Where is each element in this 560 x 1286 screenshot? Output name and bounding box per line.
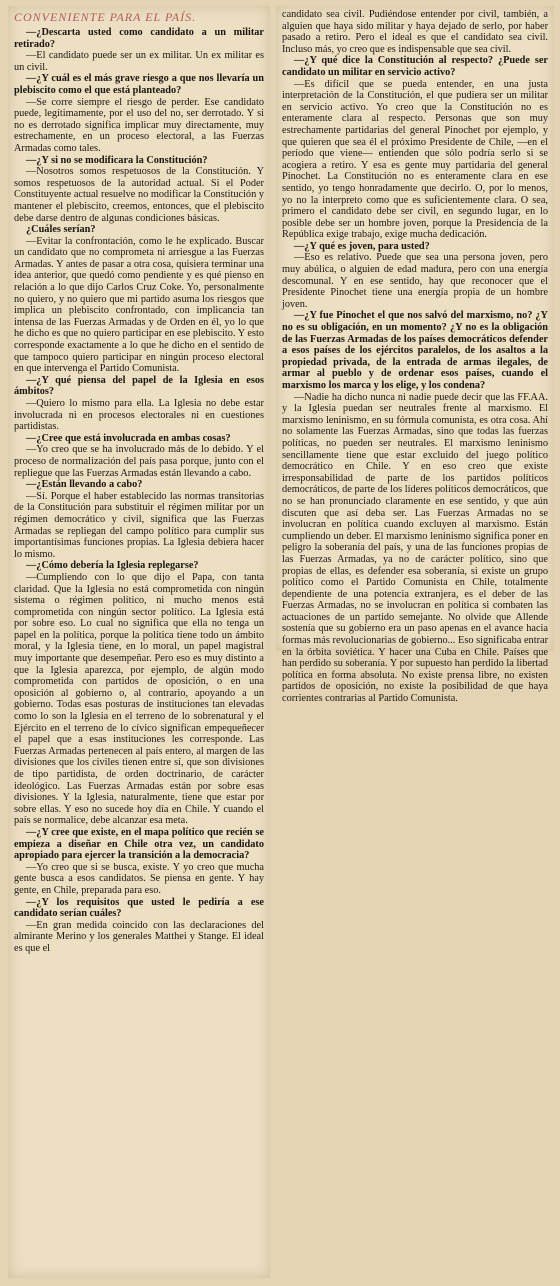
interview-answer: —En gran medida coincido con las declaraciones del almirante Merino y los generales Matthei y Stange. El ideal es que el [14, 919, 264, 954]
interview-answer: —Evitar la confrontación, como le he explicado. Buscar un candidato que no comprometa ni arriesgue a las Fuerzas Armadas. Y antes de pasar a otra cosa, quisiera terminar una idea anterior, que quedó como pendiente y es qué pienso en relación a lo que dijo Carlos Cruz Coke. Yo, personalmente no quiero, y no quiero que mi partido asuma los riesgos que implica un plebiscito confrontado, con implicancia tan intensa de las Fuerzas Armadas y de Orden en él, yo lo que he dicho es que no quiero participar en ese plebiscito. Y esto corresponde exactamente a lo que he dicho en el sentido de que tampoco quiero participar en ningún proceso electoral en que intervenga el Partido Comunista. [14, 235, 264, 375]
interview-question: —¿Y cree que existe, en el mapa político que recién se empieza a diseñar en Chile otra vez, un candidato apropiado para ejercer la transición a la democracia? [14, 826, 264, 862]
interview-question: —¿Y cuál es el más grave riesgo a que nos llevaría un plebiscito como el que está planteado? [14, 73, 264, 96]
clipping-left-column [8, 6, 270, 1278]
interview-question: —¿Y los requisitos que usted le pediría a ese candidato serían cuáles? [14, 896, 264, 920]
interview-question: —¿Cómo debería la Iglesia replegarse? [26, 560, 199, 572]
interview-answer: —Sí. Porque el haber establecido las normas transitorias de la Constitución para substituir el régimen militar por un régimen democrático y civil, significa que las Fuerzas Armadas se repliegan del campo político para cumplir sus importantísimas funciones propias. La Iglesia debiera hacer lo mismo. [14, 490, 264, 560]
interview-answer: —El candidato puede ser un ex militar. Un ex militar es un civil. [14, 50, 264, 73]
interview-answer: —Eso es relativo. Puede que sea una persona joven, pero muy abúlica, o alguien de edad madura, pero con una energía descomunal. Y en ese sentido, hay que reconocer que el Presidente Pinochet tiene una energía propia de un hombre joven. [282, 252, 548, 310]
interview-answer: —Yo creo que se ha involucrado más de lo debido. Y el proceso de normalización del país pasa porque, junto con el repliegue que las Fuerzas Armadas están llevando a cabo. [14, 444, 264, 479]
handwritten-header-note: CONVENIENTE PARA EL PAÍS. [14, 10, 197, 24]
interview-answer: —Yo creo que si se busca, existe. Y yo creo que mucha gente busca a esos candidatos. Se piensa en gente. Y hay gente, en Chile, preparada para eso. [14, 861, 264, 896]
interview-question: —¿Cree que está involucrada en ambas cosas? [26, 432, 231, 444]
left-column-text [8, 27, 270, 955]
interview-question: —¿Descarta usted como candidato a un militar retirado? [14, 27, 264, 50]
interview-answer: —Se corre siempre el riesgo de perder. Ese candidato puede, legítimamente, por el uso del no, ser derrotado. Y si no es derrotado significa implicar muy directamente, muy estrechamente, en un proceso electoral, a las Fuerzas Armadas como tales. [14, 96, 264, 154]
interview-question: —¿Y fue Pinochet el que nos salvó del marxismo, no? ¿Y no es su obligación, en un momento? ¿Y no es la obligación de las Fuerzas Armadas de los países democráticos defender a esos países de los ejércitos paralelos, de los asaltos a la propiedad privada, de la entrada de armas ilegales, de armar al pueblo y de ordenar esos países, cuando el marxismo los marca y los elige, y los condena? [282, 310, 548, 391]
interview-question: —¿Y qué dice la Constitución al respecto? ¿Puede ser candidato un militar en servicio activo? [282, 55, 548, 78]
interview-answer: —Quiero lo mismo para ella. La Iglesia no debe estar involucrada ni en procesos electorales ni en cuestiones partidistas. [14, 398, 264, 433]
interview-answer: —Nadie ha dicho nunca ni nadie puede decir que las FF.AA. y la Iglesia puedan ser neutrales frente al marxismo. El marxismo leninismo, en su fórmula comunista, es otra cosa. Ahí no solamente las Fuerzas Armadas, sino que todas las fuerzas políticas, no pueden ser neutrales. El marxismo leninismo sencillamente tiene que estar excluido del juego político democrático en Chile. Y en eso creo que existe irresponsabilidad de parte de los partidos políticos democráticos, de parte de los líderes políticos democráticos, que no se han pronunciado claramente en ese sentido, y que aún discuten que así deba ser. Las Fuerzas Armadas no se involucran en política cuando excluyen al marxismo. Están cumpliendo un deber. El marxismo leninismo significa poner en peligro la soberanía del país, y una de las funciones propias de las Fuerzas Armadas, ya no de carácter político, sino que propias de ellas, es defender esa soberanía, si existe un grupo político como el Partido Comunista en Chile, totalmente dependiente de una potencia extranjera, es el deber de las Fuerzas Armadas, no se involucran en política si combaten las actuaciones de un partido semejante. No olvide que Allende sostenía que su gobierno era un paso apenas en el avance hacia formas más revolucionarias de gobierno... Eso significaba entrar en la órbita soviética. Y hacer una Cuba en Chile. Países que han perdido su soberanía. Y por supuesto han perdido la libertad política en forma absoluta. No existe prensa libre, no existen partidos de oposición, no existe la posibilidad de que haya corrientes contrarias al Partido Comunista. [282, 391, 548, 705]
interview-question: —¿Están llevando a cabo? [26, 479, 143, 491]
interview-question: —¿Y qué es joven, para usted? [294, 240, 430, 252]
interview-question: —¿Y si no se modificara la Constitución? [26, 154, 208, 166]
interview-question: ¿Cuáles serían? [26, 224, 96, 236]
interview-answer: —Cumpliendo con lo que dijo el Papa, con tanta claridad. Que la Iglesia no está comprometida con ningún sistema o régimen político, ni mucho menos está comprometida con ningún sector político. La Iglesia está por sobre eso. Lo cual no significa que ella no tenga un papel en la política, porque la política tiene todo un ámbito moral, y la Iglesia tiene, en lo moral, un papel magistral muy importante que desempeñar. Pero eso es muy distinto a que la Iglesia aparezca, por ejemplo, de algún modo comprometida con partidos de oposición, o en una oposición al gobierno o, al contrario, apoyando a un gobierno. Todas esas posturas de instituciones tan elevadas como lo son la Iglesia en el terreno de lo sobrenatural y el Ejército en el terreno de lo cívico significan empequeñecer el papel que a esas instituciones les corresponde. Las Fuerzas Armadas pertenecen al país entero, al margen de las divisiones que los civiles tienen entre sí, que son divisiones de tipo partidista, de orden doctrinario, de carácter ideológico. Las Fuerzas Armadas están por sobre esas divisiones. Y la Iglesia, naturalmente, tiene que estar por sobre ellas. Y eso no sucede hoy día en Chile. Y cuando el país se normalice, debe alcanzar esa meta. [14, 571, 264, 827]
clipping-right-column [276, 6, 554, 705]
right-column-text [276, 6, 554, 705]
interview-answer: —Es difícil que se pueda entender, en una justa interpretación de la Constitución, el que pudiera ser un militar en servicio activo. Yo creo que la Constitución no es enteramente clara al respecto. Personas que son muy estrechamente partidarias del general Pinochet por ejemplo, y que quieren que sea él el próximo Presidente de Chile, —en el período que viene— entienden que sólo podría serlo si se acogiera a retiro. Y esa es gente muy partidaria del general Pinochet. La Constitución no es enteramente clara en ese sentido, yo tengo honradamente que decirlo. O, por lo menos, yo no la interpreto como que es suficientemente clara. O sea, primero el candidato debe ser civil, en segundo lugar, en lo posible debe ser un hombre joven, porque la Presidencia de la República exige trabajo, exige mucha dedicación. [282, 78, 548, 241]
interview-answer: candidato sea civil. Pudiéndose entender por civil, también, a alguien que haya sido militar y haya dejado de serlo, por haber pasado a retiro. Pero el ideal es que el candidato sea civil. Incluso más, yo creo que es indispensable que sea civil. [282, 9, 548, 55]
interview-question: —¿Y qué piensa del papel de la Iglesia en esos ámbitos? [14, 374, 264, 398]
interview-answer: —Nosotros somos respetuosos de la Constitución. Y somos respetuosos de la autoridad actual. Si el Poder Constituyente actual resuelve no modificar la Constitución y mantener el plebiscito, creemos, entonces, que el plebiscito debe darse dentro de algunas condiciones básicas. [14, 166, 264, 224]
